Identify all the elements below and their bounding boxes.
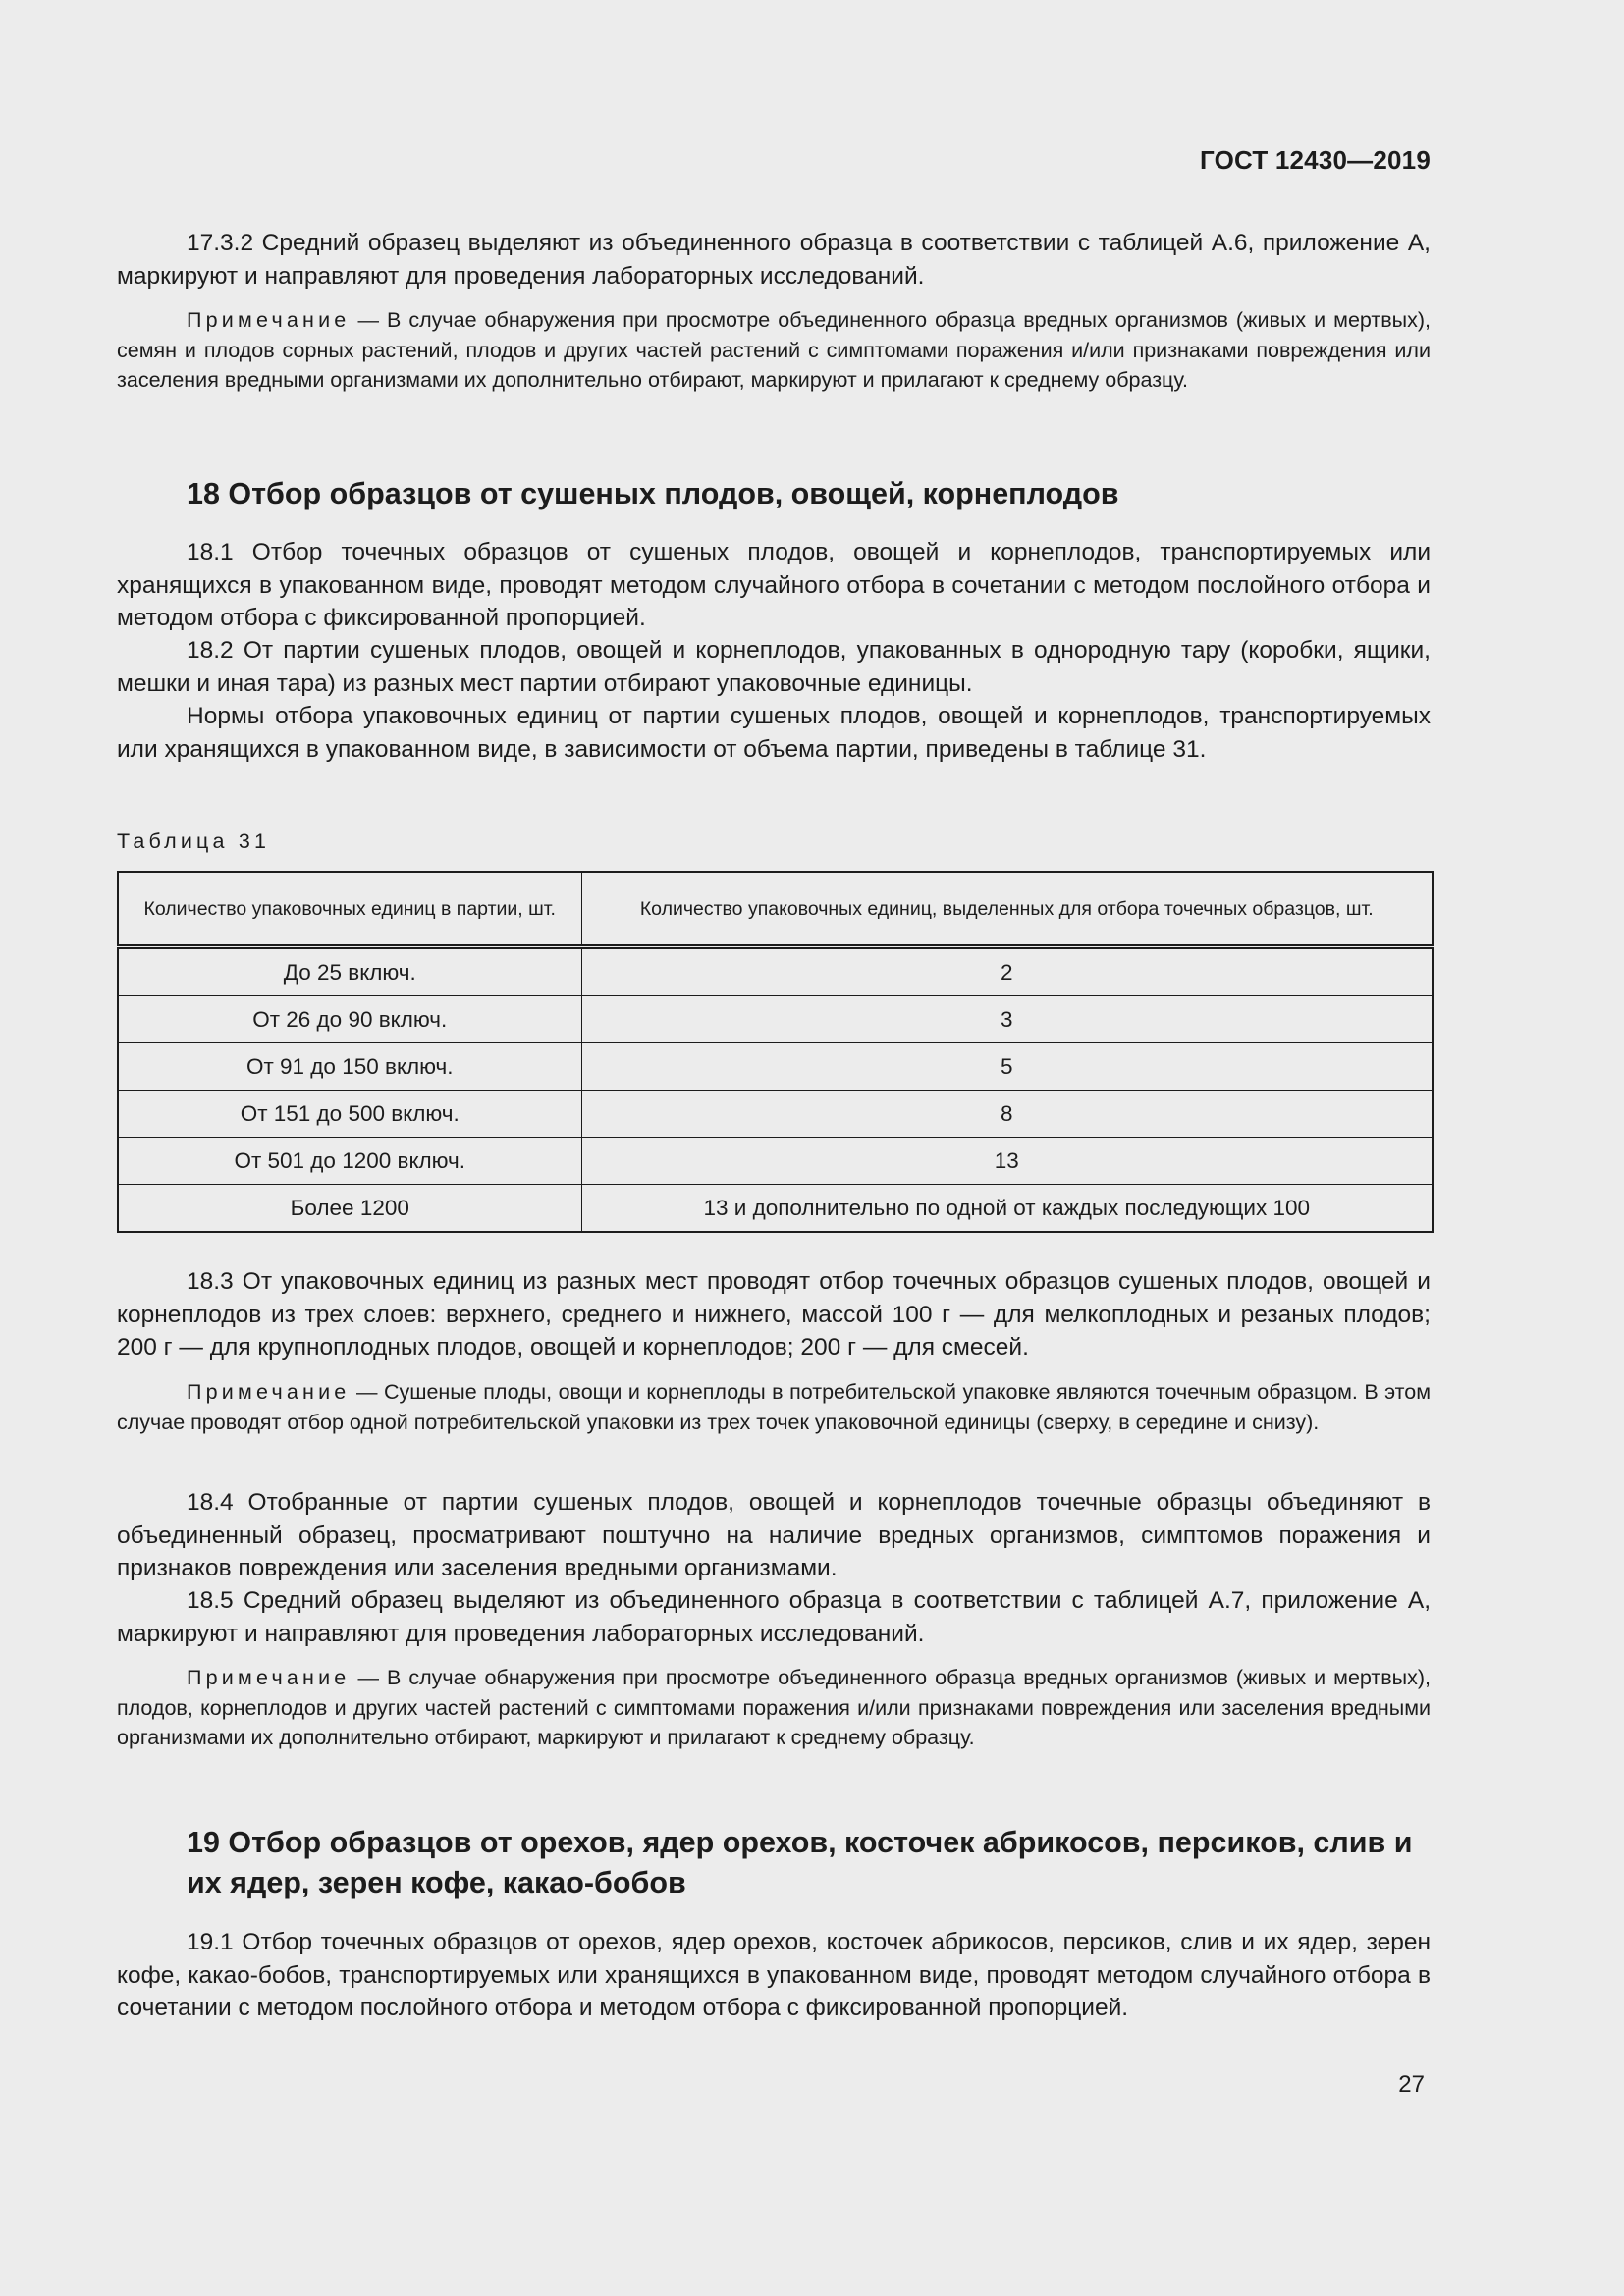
- paragraph-18-5: 18.5 Средний образец выделяют из объединенного образца в соответствии с таблицей А.7, приложение А, маркируют и направляют для проведения лабораторных исследований.: [117, 1587, 1431, 1647]
- note-17-3-2: [117, 305, 1431, 396]
- table-row: [118, 947, 1433, 996]
- table-cell: 13 и дополнительно по одной от каждых последующих 100: [581, 1185, 1433, 1233]
- note-text: — В случае обнаружения при просмотре объединенного образца вредных организмов (живых и мертвых), семян и плодов сорных растений, плодов и других частей растений с симптомами поражения и/или признаками повреждения или заселения вредными организмами их дополнительно отбирают, маркируют и прилагают к среднему образцу.: [117, 308, 1431, 392]
- table-row: [118, 1185, 1433, 1233]
- table-row: [118, 1138, 1433, 1185]
- table-cell: От 501 до 1200 включ.: [118, 1138, 581, 1185]
- table-cell: 3: [581, 996, 1433, 1043]
- table-31: [117, 871, 1434, 1233]
- table-row: [118, 996, 1433, 1043]
- note-text: — Сушеные плоды, овощи и корнеплоды в потребительской упаковке являются точечным образцом. В этом случае проводят отбор одной потребительской упаковки из трех точек упаковочной единицы (сверху, в середине и снизу).: [117, 1380, 1431, 1434]
- paragraph-18-3: 18.3 От упаковочных единиц из разных мест проводят отбор точечных образцов сушеных плодов, овощей и корнеплодов из трех слоев: верхнего, среднего и нижнего, массой 100 г — для мелкоплодных и резаных плодов; 200 г — для крупноплодных плодов, овощей и корнеплодов; 200 г — для смесей.: [117, 1268, 1431, 1361]
- note-label: Примечание: [187, 308, 351, 332]
- table-cell: До 25 включ.: [118, 947, 581, 996]
- table-row: [118, 1043, 1433, 1091]
- document-standard-id: ГОСТ 12430—2019: [1200, 145, 1431, 175]
- paragraph-18-2: 18.2 От партии сушеных плодов, овощей и корнеплодов, упакованных в однородную тару (коробки, ящики, мешки и иная тара) из разных мест партии отбирают упаковочные единицы.: [117, 637, 1431, 697]
- table-cell: От 91 до 150 включ.: [118, 1043, 581, 1091]
- note-label: Примечание: [187, 1380, 351, 1404]
- paragraph-18-1: 18.1 Отбор точечных образцов от сушеных плодов, овощей и корнеплодов, транспортируемых или хранящихся в упакованном виде, проводят методом случайного отбора в сочетании с методом послойного отбора и методом отбора с фиксированной пропорцией.: [117, 539, 1431, 631]
- table-cell: 2: [581, 947, 1433, 996]
- page-number: 27: [1398, 2071, 1425, 2098]
- section-18-heading: 18 Отбор образцов от сушеных плодов, овощей, корнеплодов: [187, 477, 1119, 510]
- table-caption: Таблица 31: [117, 829, 271, 853]
- table-cell: От 151 до 500 включ.: [118, 1091, 581, 1138]
- table-cell: 8: [581, 1091, 1433, 1138]
- note-text: — В случае обнаружения при просмотре объединенного образца вредных организмов (живых и мертвых), плодов, корнеплодов и других частей растений с симптомами поражения и/или признаками повреждения или заселения вредными организмами их дополнительно отбирают, маркируют и прилагают к среднему образцу.: [117, 1666, 1431, 1749]
- paragraph-table-31-intro: Нормы отбора упаковочных единиц от партии сушеных плодов, овощей и корнеплодов, транспортируемых или хранящихся в упакованном виде, в зависимости от объема партии, приведены в таблице 31.: [117, 703, 1431, 763]
- paragraph-19-1: 19.1 Отбор точечных образцов от орехов, ядер орехов, косточек абрикосов, персиков, слив и их ядер, зерен кофе, какао-бобов, транспортируемых или хранящихся в упакованном виде, проводят методом случайного отбора в сочетании с методом послойного отбора и методом отбора с фиксированной пропорцией.: [117, 1929, 1431, 2021]
- table-cell: От 26 до 90 включ.: [118, 996, 581, 1043]
- section-19-heading: 19 Отбор образцов от орехов, ядер орехов, косточек абрикосов, персиков, слив и их ядер, зерен кофе, какао-бобов: [187, 1826, 1413, 1899]
- note-18-3: [117, 1377, 1431, 1437]
- table-cell: 13: [581, 1138, 1433, 1185]
- table-header-cell: Количество упаковочных единиц, выделенных для отбора точечных образцов, шт.: [581, 872, 1433, 947]
- table-cell: 5: [581, 1043, 1433, 1091]
- note-label: Примечание: [187, 1666, 351, 1689]
- table-cell: Более 1200: [118, 1185, 581, 1233]
- table-row: [118, 1091, 1433, 1138]
- note-18-5: [117, 1663, 1431, 1753]
- table-header-cell: Количество упаковочных единиц в партии, шт.: [118, 872, 581, 947]
- paragraph-18-4: 18.4 Отобранные от партии сушеных плодов, овощей и корнеплодов точечные образцы объединяют в объединенный образец, просматривают поштучно на наличие вредных организмов, симптомов поражения и признаков повреждения или заселения вредными организмами.: [117, 1489, 1431, 1581]
- table-header-row: [118, 872, 1433, 947]
- paragraph-17-3-2: 17.3.2 Средний образец выделяют из объединенного образца в соответствии с таблицей А.6, приложение А, маркируют и направляют для проведения лабораторных исследований.: [117, 230, 1431, 290]
